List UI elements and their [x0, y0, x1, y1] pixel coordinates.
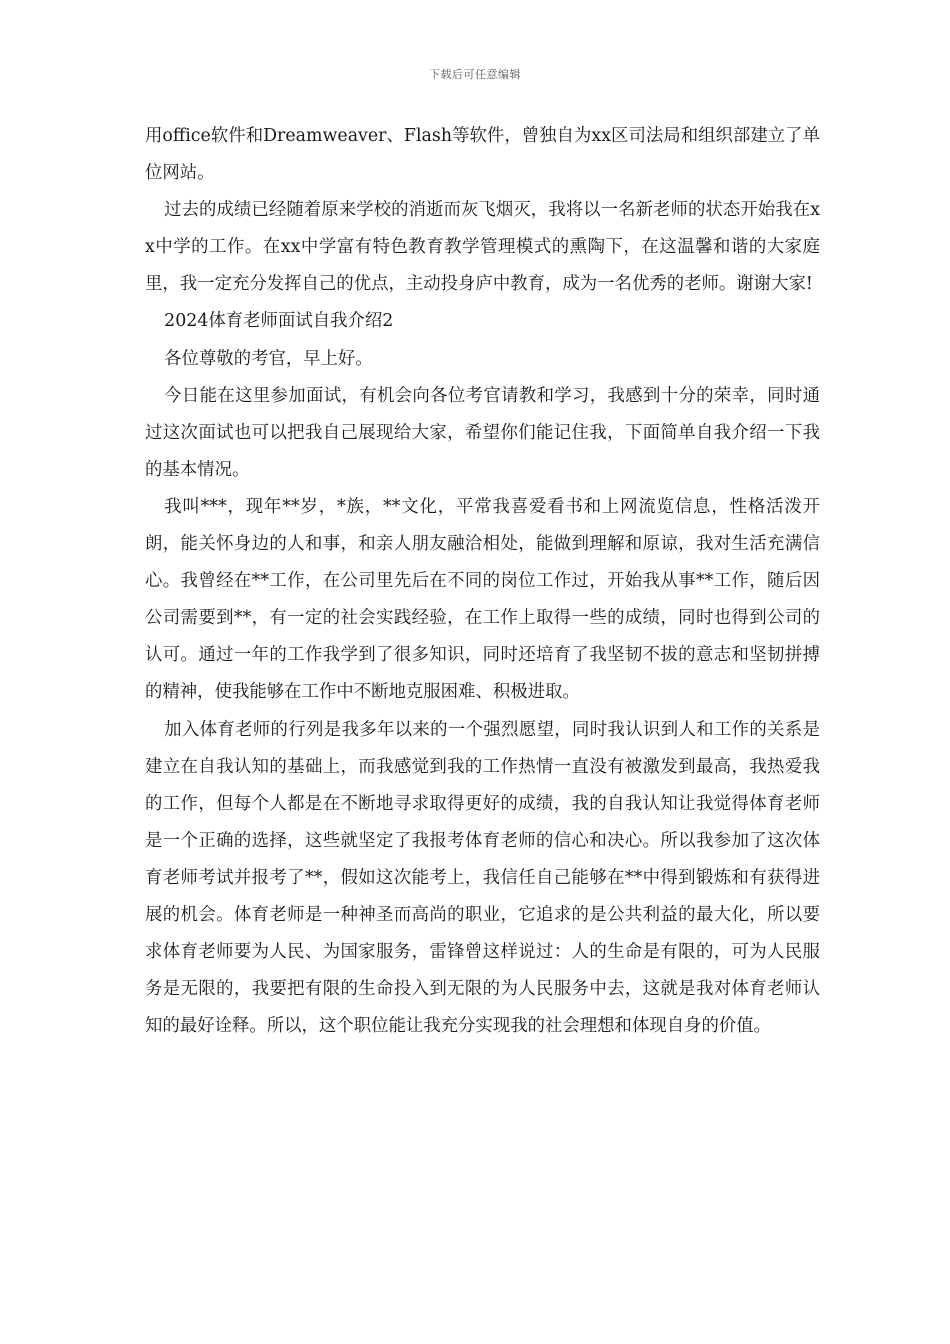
paragraph-opening: 今日能在这里参加面试，有机会向各位考官请教和学习，我感到十分的荣幸，同时通过这次面试也可以把我自己展现给大家，希望你们能记住我，下面简单自我介绍一下我的基本情况。 — [145, 385, 820, 480]
paragraph-website-intro: 用office软件和Dreamweaver、Flash等软件，曾独自为xx区司法局和组织部建立了单位网站。 — [145, 126, 820, 184]
paragraph-motivation: 加入体育老师的行列是我多年以来的一个强烈愿望，同时我认识到人和工作的关系是建立在自我认知的基础上，而我感觉到我的工作热情一直没有被激发到最高，我热爱我的工作，但每个人都是在不断地寻求取得更好的成绩，我的自我认知让我觉得体育老师是一个正确的选择，这些就坚定了我报考体育老师的信心和决心。所以我参加了这次体育老师考试并报考了**，假如这次能考上，我信任自己能够在**中得到锻炼和有获得进展的机会。体育老师是一种神圣而高尚的职业，它追求的是公共利益的最大化，所以要求体育老师要为人民、为国家服务，雷锋曾这样说过：人的生命是有限的，可为人民服务是无限的，我要把有限的生命投入到无限的为人民服务中去，这就是我对体育老师认知的最好诠释。所以，这个职位能让我充分实现我的社会理想和体现自身的价值。 — [145, 719, 820, 1037]
header-note: 下载后可任意编辑 — [429, 68, 521, 81]
paragraph-self-intro: 我叫***，现年**岁，*族，**文化，平常我喜爱看书和上网流览信息，性格活泼开朗，能关怀身边的人和事，和亲人朋友融洽相处，能做到理解和原谅，我对生活充满信心。我曾经在**工作，在公司里先后在不同的岗位工作过，开始我从事**工作，随后因公司需要到**，有一定的社会实践经验，在工作上取得一些的成绩，同时也得到公司的认可。通过一年的工作我学到了很多知识，同时还培育了我坚韧不拔的意志和坚韧拼搏的精神，使我能够在工作中不断地克服困难、积极进取。 — [145, 496, 820, 703]
paragraph-past-achievements: 过去的成绩已经随着原来学校的消逝而灰飞烟灭，我将以一名新老师的状态开始我在xx中学的工作。在xx中学富有特色教育教学管理模式的熏陶下，在这温馨和谐的大家庭里，我一定充分发挥自己的优点，主动投身庐中教育，成为一名优秀的老师。谢谢大家! — [145, 200, 820, 295]
paragraph-greeting: 各位尊敬的考官，早上好。 — [164, 348, 373, 369]
document-body — [145, 118, 820, 1045]
section-heading: 2024体育老师面试自我介绍2 — [164, 311, 394, 332]
